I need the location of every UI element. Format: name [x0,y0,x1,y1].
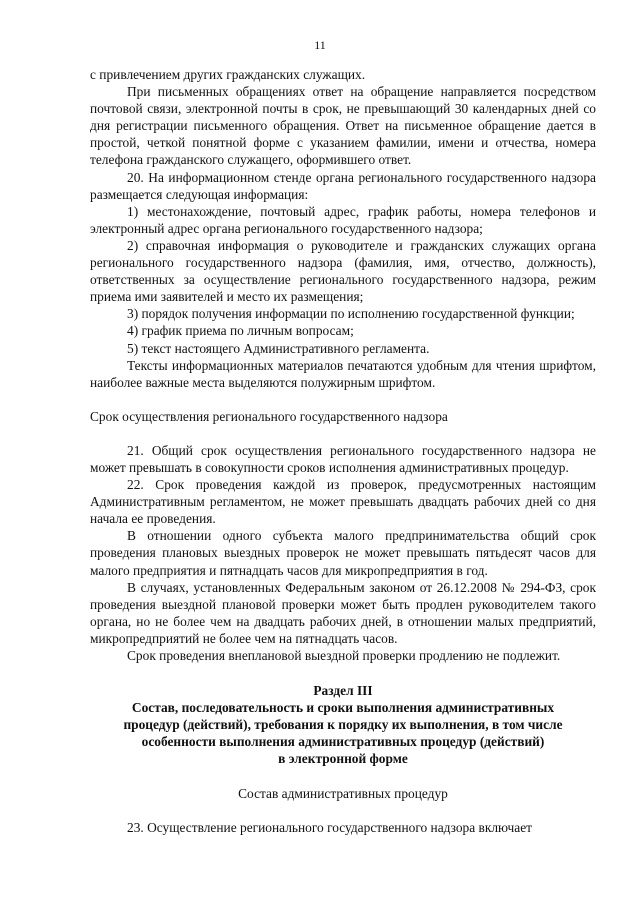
paragraph: с привлечением других гражданских служащих. [90,67,366,82]
subsection-heading: Срок осуществления регионального государственного надзора [90,408,448,424]
paragraph: В случаях, установленных Федеральным законом от 26.12.2008 № 294-ФЗ, срок проведения выездной плановой проверки может быть продлен руководителем такого органа, но не более чем на двадцать рабочих дней, в отношении малых предприятий, микропредприятий не более чем на пятнадцать часов. [90,579,596,646]
document-body [90,66,596,836]
paragraph: 23. Осуществление регионального государственного надзора включает [127,819,532,835]
section-title-line: процедур (действий), требования к порядку их выполнения, в том числе [123,717,563,733]
paragraph: 21. Общий срок осуществления регионального государственного надзора не может превышать в совокупности сроков исполнения административных процедур. [90,442,596,475]
paragraph: 20. На информационном стенде органа регионального государственного надзора размещается следующая информация: [90,169,596,202]
list-item: 2) справочная информация о руководителе и гражданских служащих органа регионального государственного надзора (фамилия, имя, отчество, должность), ответственных за осуществление регионального государственного надзора, режим приема ими заявителей и место их размещения; [90,237,596,305]
section-title-line: в электронной форме [278,751,408,767]
section-label: Раздел III [313,683,373,699]
list-item: 4) график приема по личным вопросам; [127,323,354,339]
section-title-line: Состав, последовательность и сроки выполнения административных [131,700,555,716]
paragraph: При письменных обращениях ответ на обращение направляется посредством почтовой связи, электронной почты в срок, не превышающий 30 календарных дней со дня регистрации письменного обращения. Ответ на письменное обращение дается в простой, четкой понятной форме с указанием фамилии, имени и отчества, номера телефона гражданского служащего, оформившего ответ. [90,84,596,168]
paragraph: Тексты информационных материалов печатаются удобным для чтения шрифтом, наиболее важные места выделяются полужирным шрифтом. [90,357,596,390]
paragraph: Срок проведения внеплановой выездной проверки продлению не подлежит. [127,648,561,663]
section-heading [90,682,596,767]
list-item: 5) текст настоящего Административного регламента. [127,340,430,356]
section-title-line: особенности выполнения административных процедур (действий) [141,734,545,750]
paragraph: 22. Срок проведения каждой из проверок, предусмотренных настоящим Административным регламентом, не может превышать двадцать рабочих дней со дня начала ее проведения. [90,477,596,527]
list-item: 3) порядок получения информации по исполнению государственной функции; [127,306,575,322]
subsection-heading: Состав административных процедур [238,785,448,801]
list-item: 1) местонахождение, почтовый адрес, график работы, номера телефонов и электронный адрес органа регионального государственного надзора; [90,203,596,236]
paragraph: В отношении одного субъекта малого предпринимательства общий срок проведения плановых выездных проверок не может превышать пятьдесят часов для малого предприятия и пятнадцать часов для микропредприятия в год. [90,528,596,578]
page-number: 11 [314,38,326,52]
